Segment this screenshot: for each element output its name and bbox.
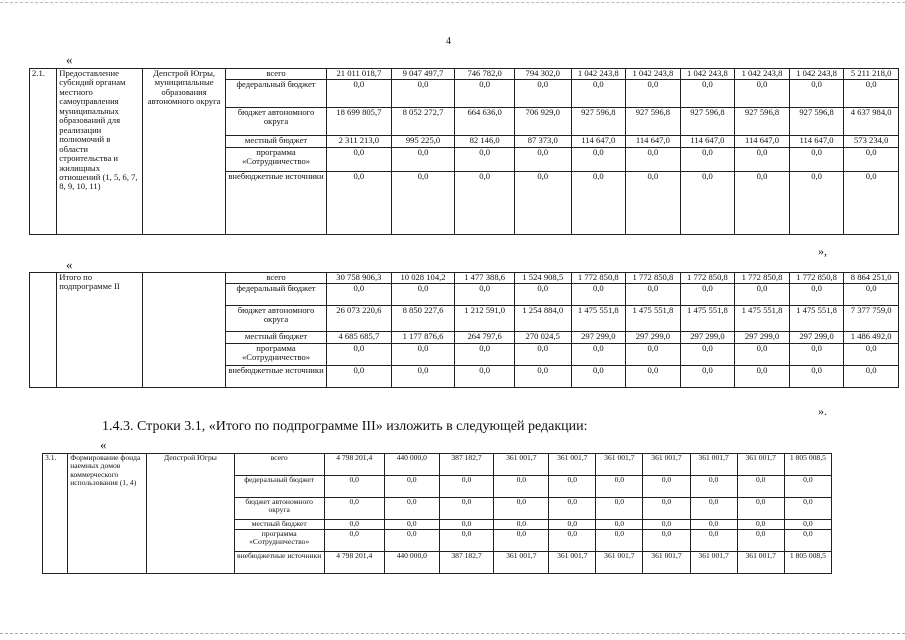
amount-cell: 361 001,7 — [690, 454, 737, 476]
open-quote-1: « — [66, 52, 73, 67]
funding-source-label: федеральный бюджет — [226, 284, 327, 306]
measure-name: Формирование фонда наемных домов коммерческого использования (1, 4) — [68, 454, 147, 574]
amount-cell: 0,0 — [455, 80, 515, 108]
amount-cell: 573 234,0 — [844, 136, 899, 148]
amount-cell: 927 596,8 — [680, 108, 735, 136]
amount-cell: 4 685 685,7 — [327, 332, 392, 344]
amount-cell: 440 000,0 — [384, 454, 439, 476]
amount-cell: 0,0 — [690, 530, 737, 552]
amount-cell: 0,0 — [844, 148, 899, 172]
amount-cell: 0,0 — [514, 80, 571, 108]
amount-cell: 1 475 551,8 — [735, 306, 790, 332]
amount-cell: 0,0 — [596, 520, 643, 530]
amount-cell: 4 637 984,0 — [844, 108, 899, 136]
amount-cell: 30 758 906,3 — [327, 273, 392, 284]
amount-cell: 1 805 008,5 — [784, 454, 831, 476]
amount-cell: 1 772 850,8 — [626, 273, 681, 284]
executor — [143, 273, 226, 388]
amount-cell: 0,0 — [327, 284, 392, 306]
amount-cell: 114 647,0 — [571, 136, 626, 148]
amount-cell: 0,0 — [391, 366, 455, 388]
amount-cell: 0,0 — [680, 366, 735, 388]
section-heading: 1.4.3. Строки 3.1, «Итого по подпрограмме III» изложить в следующей редакции: — [102, 419, 588, 434]
amount-cell: 0,0 — [494, 498, 549, 520]
amount-cell: 361 001,7 — [643, 454, 690, 476]
amount-cell: 0,0 — [439, 520, 494, 530]
scan-bottom-edge — [0, 633, 905, 634]
amount-cell: 0,0 — [735, 172, 790, 235]
amount-cell: 1 177 876,6 — [391, 332, 455, 344]
amount-cell: 0,0 — [844, 366, 899, 388]
amount-cell: 297 299,0 — [789, 332, 844, 344]
amount-cell: 387 182,7 — [439, 454, 494, 476]
amount-cell: 361 001,7 — [690, 552, 737, 574]
amount-cell: 0,0 — [324, 476, 384, 498]
amount-cell: 0,0 — [680, 344, 735, 366]
amount-cell: 0,0 — [514, 148, 571, 172]
amount-cell: 927 596,8 — [626, 108, 681, 136]
amount-cell: 0,0 — [690, 498, 737, 520]
amount-cell: 297 299,0 — [571, 332, 626, 344]
close-quote-1: », — [818, 244, 827, 258]
amount-cell: 1 042 243,8 — [789, 69, 844, 80]
amount-cell: 0,0 — [324, 520, 384, 530]
amount-cell: 0,0 — [626, 366, 681, 388]
amount-cell: 1 772 850,8 — [789, 273, 844, 284]
amount-cell: 0,0 — [571, 80, 626, 108]
amount-cell: 18 699 805,7 — [327, 108, 392, 136]
amount-cell: 0,0 — [391, 284, 455, 306]
amount-cell: 0,0 — [455, 344, 515, 366]
amount-cell: 0,0 — [784, 498, 831, 520]
amount-cell: 927 596,8 — [735, 108, 790, 136]
amount-cell: 1 772 850,8 — [571, 273, 626, 284]
amount-cell: 0,0 — [549, 520, 596, 530]
amount-cell: 0,0 — [494, 530, 549, 552]
amount-cell: 0,0 — [643, 530, 690, 552]
amount-cell: 1 772 850,8 — [735, 273, 790, 284]
amount-cell: 1 486 492,0 — [844, 332, 899, 344]
amount-cell: 361 001,7 — [643, 552, 690, 574]
amount-cell: 0,0 — [789, 80, 844, 108]
amount-cell: 0,0 — [680, 148, 735, 172]
amount-cell: 1 042 243,8 — [735, 69, 790, 80]
amount-cell: 0,0 — [571, 148, 626, 172]
amount-cell: 0,0 — [391, 148, 455, 172]
amount-cell: 0,0 — [324, 498, 384, 520]
amount-cell: 26 073 220,6 — [327, 306, 392, 332]
amount-cell: 361 001,7 — [549, 454, 596, 476]
amount-cell: 1 805 008,5 — [784, 552, 831, 574]
amount-cell: 297 299,0 — [735, 332, 790, 344]
amount-cell: 5 211 218,0 — [844, 69, 899, 80]
amount-cell: 361 001,7 — [737, 454, 784, 476]
amount-cell: 387 182,7 — [439, 552, 494, 574]
funding-source-label: федеральный бюджет — [226, 80, 327, 108]
amount-cell: 0,0 — [514, 344, 571, 366]
amount-cell: 0,0 — [789, 366, 844, 388]
amount-cell: 0,0 — [514, 366, 571, 388]
amount-cell: 21 011 018,7 — [327, 69, 392, 80]
executor: Депстрой Югры — [147, 454, 235, 574]
amount-cell: 0,0 — [596, 530, 643, 552]
amount-cell: 114 647,0 — [789, 136, 844, 148]
amount-cell: 1 254 884,0 — [514, 306, 571, 332]
funding-source-label: внебюджетные источники — [234, 552, 324, 574]
table-row — [30, 69, 899, 80]
amount-cell: 664 636,0 — [455, 108, 515, 136]
amount-cell: 0,0 — [596, 476, 643, 498]
row-number: 3.1. — [43, 454, 68, 574]
amount-cell: 0,0 — [737, 520, 784, 530]
open-quote-3: « — [100, 437, 107, 452]
amount-cell: 0,0 — [735, 366, 790, 388]
amount-cell: 0,0 — [844, 344, 899, 366]
amount-cell: 0,0 — [494, 520, 549, 530]
amount-cell: 0,0 — [789, 172, 844, 235]
amount-cell: 0,0 — [735, 344, 790, 366]
amount-cell: 0,0 — [327, 366, 392, 388]
amount-cell: 1 042 243,8 — [680, 69, 735, 80]
amount-cell: 264 797,6 — [455, 332, 515, 344]
funding-source-label: всего — [234, 454, 324, 476]
amount-cell: 0,0 — [514, 284, 571, 306]
amount-cell: 361 001,7 — [596, 454, 643, 476]
page-number: 4 — [446, 36, 451, 47]
table-row-3-1 — [42, 453, 832, 574]
amount-cell: 0,0 — [784, 530, 831, 552]
funding-source-label: всего — [226, 69, 327, 80]
amount-cell: 0,0 — [439, 498, 494, 520]
amount-cell: 361 001,7 — [737, 552, 784, 574]
amount-cell: 114 647,0 — [626, 136, 681, 148]
amount-cell: 1 475 551,8 — [680, 306, 735, 332]
executor: Депстрой Югры, муниципальные образования автономного округа — [143, 69, 226, 235]
amount-cell: 1 042 243,8 — [571, 69, 626, 80]
amount-cell: 0,0 — [784, 520, 831, 530]
amount-cell: 361 001,7 — [494, 552, 549, 574]
amount-cell: 0,0 — [735, 80, 790, 108]
amount-cell: 0,0 — [384, 498, 439, 520]
amount-cell: 0,0 — [643, 498, 690, 520]
amount-cell: 361 001,7 — [549, 552, 596, 574]
amount-cell: 297 299,0 — [626, 332, 681, 344]
amount-cell: 794 302,0 — [514, 69, 571, 80]
amount-cell: 0,0 — [327, 344, 392, 366]
amount-cell: 0,0 — [514, 172, 571, 235]
amount-cell: 0,0 — [439, 530, 494, 552]
amount-cell: 0,0 — [439, 476, 494, 498]
amount-cell: 297 299,0 — [680, 332, 735, 344]
funding-source-label: программа «Сотрудничество» — [234, 530, 324, 552]
amount-cell: 0,0 — [626, 80, 681, 108]
amount-cell: 8 864 251,0 — [844, 273, 899, 284]
amount-cell: 0,0 — [549, 476, 596, 498]
amount-cell: 0,0 — [384, 530, 439, 552]
table-total-subprogram-2 — [29, 272, 899, 388]
amount-cell: 0,0 — [735, 284, 790, 306]
amount-cell: 0,0 — [455, 284, 515, 306]
amount-cell: 82 146,0 — [455, 136, 515, 148]
amount-cell: 0,0 — [327, 80, 392, 108]
amount-cell: 0,0 — [626, 344, 681, 366]
amount-cell: 706 929,0 — [514, 108, 571, 136]
amount-cell: 9 047 497,7 — [391, 69, 455, 80]
amount-cell: 0,0 — [455, 148, 515, 172]
amount-cell: 0,0 — [844, 172, 899, 235]
amount-cell: 0,0 — [384, 520, 439, 530]
amount-cell: 270 024,5 — [514, 332, 571, 344]
amount-cell: 4 798 201,4 — [324, 454, 384, 476]
amount-cell: 1 475 551,8 — [789, 306, 844, 332]
amount-cell: 1 212 591,0 — [455, 306, 515, 332]
amount-cell: 0,0 — [549, 498, 596, 520]
amount-cell: 0,0 — [596, 498, 643, 520]
table-row — [30, 273, 899, 284]
amount-cell: 0,0 — [494, 476, 549, 498]
amount-cell: 114 647,0 — [735, 136, 790, 148]
row-number — [30, 273, 57, 388]
amount-cell: 0,0 — [643, 476, 690, 498]
amount-cell: 0,0 — [680, 172, 735, 235]
funding-source-label: местный бюджет — [226, 136, 327, 148]
amount-cell: 440 000,0 — [384, 552, 439, 574]
amount-cell: 746 782,0 — [455, 69, 515, 80]
amount-cell: 0,0 — [690, 476, 737, 498]
amount-cell: 114 647,0 — [680, 136, 735, 148]
funding-source-label: внебюджетные источники — [226, 172, 327, 235]
amount-cell: 0,0 — [549, 530, 596, 552]
amount-cell: 0,0 — [626, 172, 681, 235]
amount-cell: 1 042 243,8 — [626, 69, 681, 80]
amount-cell: 1 524 908,5 — [514, 273, 571, 284]
amount-cell: 0,0 — [690, 520, 737, 530]
funding-source-label: бюджет автономного округа — [226, 108, 327, 136]
funding-source-label: местный бюджет — [234, 520, 324, 530]
measure-name: Предоставление субсидий органам местного самоуправления муниципальных образований для реализации полномочий в области строительства и жилищных отношений (1, 5, 6, 7, 8, 9, 10, 11) — [57, 69, 143, 235]
amount-cell: 0,0 — [327, 172, 392, 235]
amount-cell: 0,0 — [784, 476, 831, 498]
amount-cell: 7 377 759,0 — [844, 306, 899, 332]
close-quote-2: ». — [818, 404, 827, 418]
amount-cell: 0,0 — [391, 344, 455, 366]
amount-cell: 0,0 — [737, 476, 784, 498]
amount-cell: 0,0 — [680, 80, 735, 108]
funding-source-label: бюджет автономного округа — [234, 498, 324, 520]
amount-cell: 1 475 551,8 — [626, 306, 681, 332]
open-quote-2: « — [66, 257, 73, 272]
amount-cell: 927 596,8 — [789, 108, 844, 136]
funding-source-label: программа «Сотрудничество» — [226, 148, 327, 172]
funding-source-label: программа «Сотрудничество» — [226, 344, 327, 366]
amount-cell: 927 596,8 — [571, 108, 626, 136]
funding-source-label: федеральный бюджет — [234, 476, 324, 498]
amount-cell: 0,0 — [680, 284, 735, 306]
amount-cell: 0,0 — [626, 148, 681, 172]
amount-cell: 0,0 — [789, 148, 844, 172]
amount-cell: 361 001,7 — [596, 552, 643, 574]
funding-source-label: бюджет автономного округа — [226, 306, 327, 332]
row-number: 2.1. — [30, 69, 57, 235]
amount-cell: 1 772 850,8 — [680, 273, 735, 284]
amount-cell: 87 373,0 — [514, 136, 571, 148]
funding-source-label: внебюджетные источники — [226, 366, 327, 388]
amount-cell: 0,0 — [455, 366, 515, 388]
amount-cell: 0,0 — [324, 530, 384, 552]
amount-cell: 0,0 — [571, 172, 626, 235]
measure-name: Итого по подпрограмме II — [57, 273, 143, 388]
scan-top-edge — [0, 2, 905, 3]
amount-cell: 0,0 — [844, 284, 899, 306]
funding-source-label: местный бюджет — [226, 332, 327, 344]
amount-cell: 1 477 388,6 — [455, 273, 515, 284]
amount-cell: 0,0 — [643, 520, 690, 530]
amount-cell: 0,0 — [391, 80, 455, 108]
amount-cell: 1 475 551,8 — [571, 306, 626, 332]
amount-cell: 0,0 — [391, 172, 455, 235]
amount-cell: 361 001,7 — [494, 454, 549, 476]
amount-cell: 0,0 — [789, 284, 844, 306]
amount-cell: 8 052 272,7 — [391, 108, 455, 136]
amount-cell: 0,0 — [571, 366, 626, 388]
amount-cell: 0,0 — [789, 344, 844, 366]
amount-cell: 0,0 — [327, 148, 392, 172]
amount-cell: 0,0 — [384, 476, 439, 498]
amount-cell: 0,0 — [737, 498, 784, 520]
amount-cell: 10 028 104,2 — [391, 273, 455, 284]
amount-cell: 0,0 — [571, 284, 626, 306]
amount-cell: 0,0 — [735, 148, 790, 172]
table-row-2-1 — [29, 68, 899, 235]
amount-cell: 0,0 — [626, 284, 681, 306]
funding-source-label: всего — [226, 273, 327, 284]
amount-cell: 4 798 201,4 — [324, 552, 384, 574]
amount-cell: 0,0 — [844, 80, 899, 108]
amount-cell: 0,0 — [737, 530, 784, 552]
amount-cell: 0,0 — [571, 344, 626, 366]
table-row — [43, 454, 832, 476]
amount-cell: 0,0 — [455, 172, 515, 235]
amount-cell: 8 850 227,6 — [391, 306, 455, 332]
amount-cell: 2 311 213,0 — [327, 136, 392, 148]
amount-cell: 995 225,0 — [391, 136, 455, 148]
